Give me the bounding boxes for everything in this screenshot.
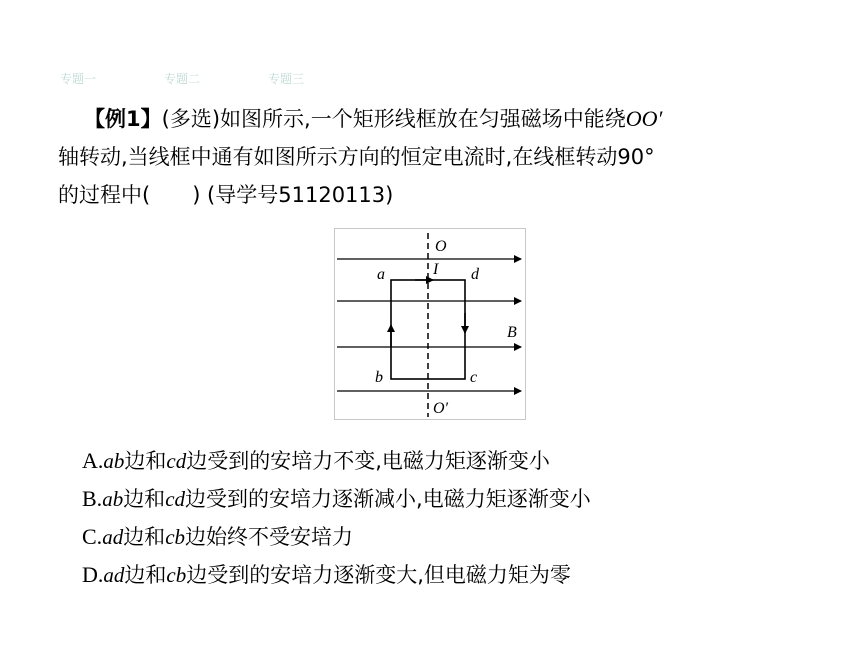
option-c[interactable]	[82, 518, 591, 556]
tab-topic-1[interactable]: 专题一	[60, 72, 97, 86]
side-name: ab	[102, 487, 124, 511]
current-label-I: I	[433, 261, 439, 278]
vertex-label-b: b	[375, 369, 383, 386]
question-line-1	[58, 100, 828, 138]
coil-figure	[334, 228, 526, 420]
tab-topic-3[interactable]: 专题三	[268, 72, 305, 86]
example-label: 【例1】	[84, 107, 162, 131]
option-text: 边受到的安培力逐渐减小,电磁力矩逐渐变小	[185, 487, 591, 511]
option-letter: B.	[82, 486, 103, 511]
option-b[interactable]	[82, 480, 591, 518]
question-line-2: 轴转动,当线框中通有如图所示方向的恒定电流时,在线框转动90°	[58, 145, 655, 169]
side-name: ad	[103, 563, 125, 587]
question-stem	[58, 100, 828, 214]
option-text: 边和	[124, 449, 167, 473]
option-text: 边受到的安培力逐渐变大,但电磁力矩为零	[186, 563, 571, 587]
side-name: cd	[166, 449, 187, 473]
side-name: ad	[102, 525, 124, 549]
option-text: 边始终不受安培力	[185, 525, 354, 549]
option-letter: D.	[82, 562, 104, 587]
side-name: ab	[103, 449, 125, 473]
coil-diagram	[335, 229, 525, 419]
side-name: cb	[166, 563, 187, 587]
multi-select-tag: (多选)	[161, 107, 221, 131]
field-label-B: B	[507, 324, 517, 341]
vertex-label-c: c	[470, 369, 478, 386]
side-name: cb	[165, 525, 186, 549]
option-text: 边和	[124, 563, 167, 587]
axis-name: OO′	[625, 106, 663, 131]
question-line-3: 的过程中( ) (导学号51120113)	[58, 183, 394, 207]
option-text: 边受到的安培力不变,电磁力矩逐渐变小	[186, 449, 550, 473]
option-text: 边和	[123, 487, 166, 511]
question-text-1: 如图所示,一个矩形线框放在匀强磁场中能绕	[220, 107, 626, 131]
vertex-label-d: d	[471, 266, 479, 283]
axis-label-O-prime: O′	[433, 400, 449, 417]
option-a[interactable]	[82, 442, 591, 480]
option-text: 边和	[123, 525, 166, 549]
axis-label-O: O	[435, 238, 447, 255]
option-letter: C.	[82, 524, 103, 549]
side-name: cd	[165, 487, 186, 511]
tab-topic-2[interactable]: 专题二	[164, 72, 201, 86]
answer-options	[82, 442, 591, 594]
vertex-label-a: a	[377, 266, 385, 283]
option-d[interactable]	[82, 556, 591, 594]
option-letter: A.	[82, 448, 104, 473]
